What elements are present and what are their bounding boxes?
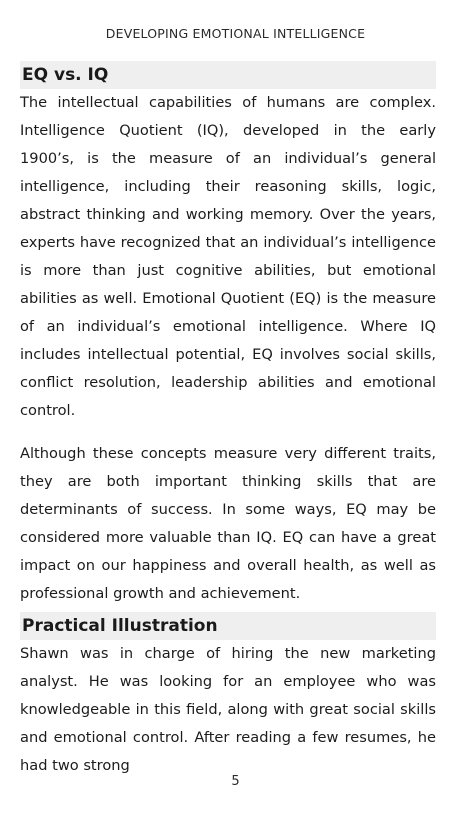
paragraph: Although these concepts measure very different traits, they are both important thinking skills that are determinants of success. In some ways, EQ may be considered more valuable than IQ. EQ can have a great impact on our happiness and overall health, as well as professional growth and achievement. (20, 445, 436, 602)
page-number: 5 (231, 774, 240, 789)
section-heading: EQ vs. IQ (20, 61, 436, 89)
running-header: DEVELOPING EMOTIONAL INTELLIGENCE (105, 26, 366, 41)
section-practical-illustration (20, 612, 436, 780)
section-eq-vs-iq (20, 61, 436, 608)
section-heading: Practical Illustration (20, 612, 436, 640)
paragraph: Shawn was in charge of hiring the new marketing analyst. He was looking for an employee who was knowledgeable in this field, along with great social skills and emotional control. After reading a few resumes, he had two strong (20, 645, 436, 774)
paragraph: The intellectual capabilities of humans are complex. Intelligence Quotient (IQ), developed in the early 1900’s, is the measure of an individual’s general intelligence, including their reasoning skills, logic, abstract thinking and working memory. Over the years, experts have recognized that an individual’s intelligence is more than just cognitive abilities, but emotional abilities as well. Emotional Quotient (EQ) is the measure of an individual’s emotional intelligence. Where IQ includes intellectual potential, EQ involves social skills, conflict resolution, leadership abilities and emotional control. (20, 94, 436, 419)
